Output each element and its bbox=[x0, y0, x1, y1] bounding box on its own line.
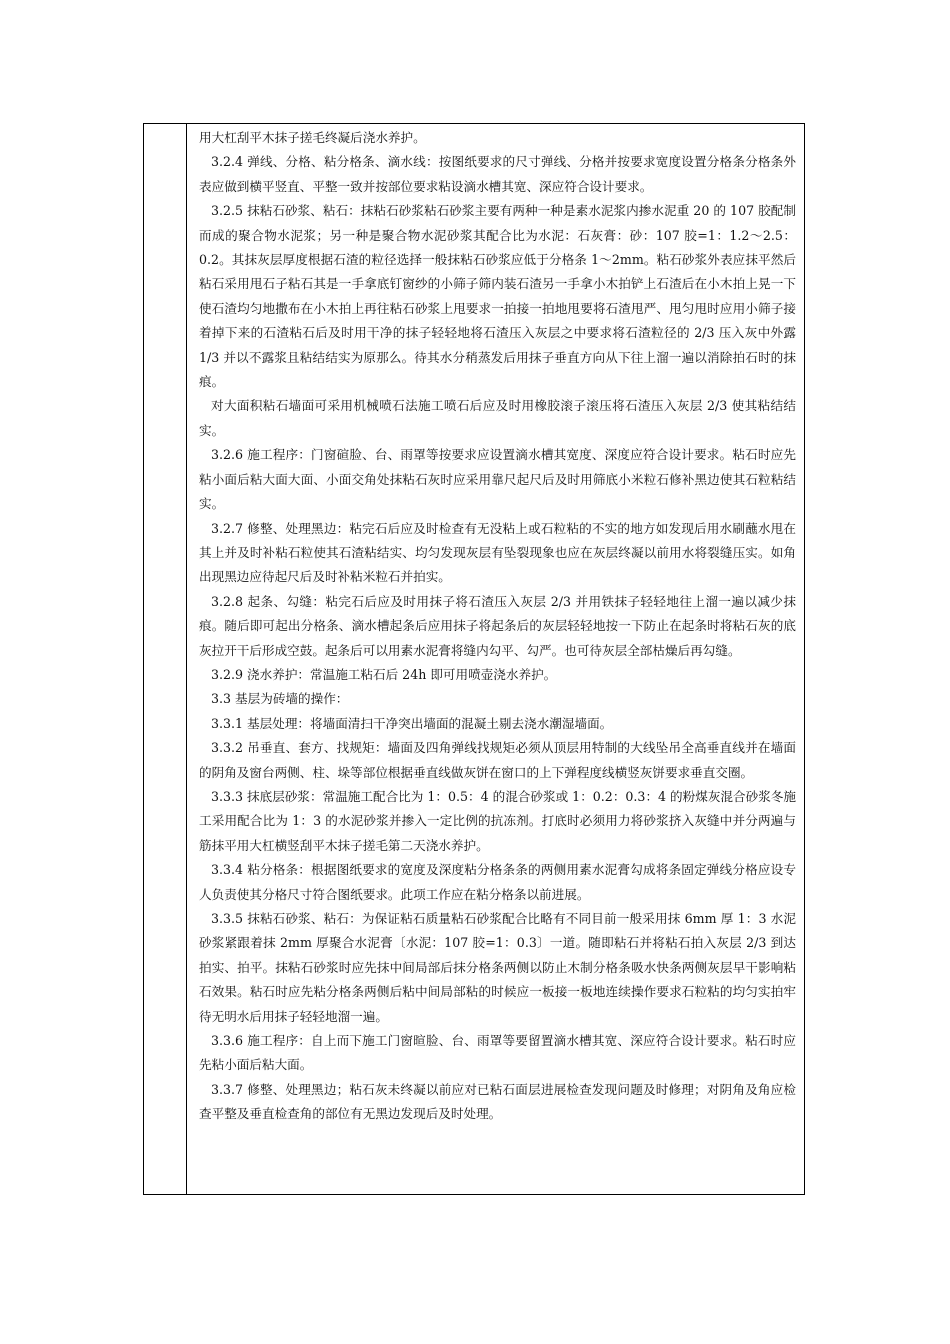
paragraph: 3.3.6 施工程序：自上而下施工门窗暄脸、台、雨罩等要留置滴水槽其宽、深应符合设计要求。粘石时应先粘小面后粘大面。 bbox=[199, 1033, 796, 1073]
paragraph: 3.3.2 吊垂直、套方、找规矩：墙面及四角弹线找规矩必须从顶层用特制的大线坠吊全高垂直线并在墙面的阴角及窗台两侧、柱、垛等部位根据垂直线做灰饼在窗口的上下弹程度线横竖灰饼要求垂直交圈。 bbox=[199, 740, 796, 780]
paragraph: 3.2.7 修整、处理黑边：粘完石后应及时检查有无没粘上或石粒粘的不实的地方如发现后用水刷蘸水甩在其上并及时补粘石粒使其石渣粘结实、均匀发现灰层有坠裂现象也应在灰层终凝以前用水将裂缝压实。如角出现黑边应待起尺后及时补粘米粒石并拍实。 bbox=[199, 520, 796, 585]
paragraph: 用大杠刮平木抹子搓毛终凝后浇水养护。 bbox=[199, 130, 426, 145]
paragraph: 3.2.8 起条、勾缝：粘完石后应及时用抹子将石渣压入灰层 2/3 并用铁抹子轻轻地往上溜一遍以减少抹痕。随后即可起出分格条、滴水槽起条后应用抹子将起条后的灰层轻轻地按一下防止在起条时将粘石灰的底灰拉开干后形成空鼓。起条后可以用素水泥膏将缝内勾平、勾严。也可待灰层全部枯燥后再勾缝。 bbox=[199, 593, 796, 658]
paragraph: 3.3.7 修整、处理黑边；粘石灰未终凝以前应对已粘石面层进展检查发现问题及时修理；对阴角及角应检查平整及垂直检查角的部位有无黑边发现后及时处理。 bbox=[199, 1081, 796, 1122]
paragraph: 3.3.5 抹粘石砂浆、粘石：为保证粘石质量粘石砂浆配合比略有不同目前一般采用抹 6mm 厚 1：3 水泥砂浆紧跟着抹 2mm 厚聚合水泥膏〔水泥：107 胶=1：0.3〕一道。随即粘石并将粘石拍入灰层 2/3 到达拍实、拍平。抹粘石砂浆时应先抹中间局部后抹分格条两侧以防止木制分格条吸水快条两侧灰层早干影响粘石效果。粘石时应先粘分格条两侧后粘中间局部粘的时候应一板接一板地连续操作要求石粒粘的均匀实拍牢待无明水后用抹子轻轻地溜一遍。 bbox=[199, 911, 796, 1024]
paragraph: 3.2.4 弹线、分格、粘分格条、滴水线：按图纸要求的尺寸弹线、分格并按要求宽度设置分格条分格条外表应做到横平竖直、平整一致并按部位要求粘设滴水槽其宽、深应符合设计要求。 bbox=[199, 154, 796, 194]
paragraph: 3.2.5 抹粘石砂浆、粘石：抹粘石砂浆粘石砂浆主要有两种一种是素水泥浆内掺水泥重 20 的 107 胶配制而成的聚合物水泥浆；另一种是聚合物水泥砂浆其配合比为水泥：石灰膏：砂：107 胶=1：1.2～2.5：0.2。其抹灰层厚度根据石渣的粒径选择一般抹粘石砂浆应低于分格条 1～2mm。粘石砂浆外表应抹平然后粘石采用甩石子粘石其是一手拿底钉窗纱的小筛子筛内装石渣另一手拿小木拍铲上石渣后在小木拍上晃一下使石渣均匀地撒布在小木拍上再往粘石砂浆上甩要求一拍接一拍地甩要将石渣甩严、甩匀甩时应用小筛子接着掉下来的石渣粘石后及时用干净的抹子轻轻地将石渣压入灰层之中要求将石渣粒径的 2/3 压入灰中外露 1/3 并以不露浆且粘结结实为原那么。待其水分稍蒸发后用抹子垂直方向从下往上溜一遍以消除拍石时的抹痕。 bbox=[199, 203, 796, 390]
table-left-column bbox=[144, 124, 187, 1194]
paragraph: 3.3.3 抹底层砂浆：常温施工配合比为 1：0.5：4 的混合砂浆或 1：0.2：0.3：4 的粉煤灰混合砂浆冬施工采用配合比为 1：3 的水泥砂浆并掺入一定比例的抗冻剂。打底时必须用力将砂浆挤入灰缝中并分两遍与筋抹平用大杠横竖刮平木抹子搓毛第二天浇水养护。 bbox=[199, 788, 796, 853]
table-content-cell bbox=[187, 124, 804, 1194]
document-table bbox=[143, 123, 805, 1195]
paragraph: 3.2.6 施工程序：门窗碹脸、台、雨罩等按要求应设置滴水槽其宽度、深度应符合设计要求。粘石时应先粘小面后粘大面大面、小面交角处抹粘石灰时应采用靠尺起尺后及时用筛底小米粒石修补黑边使其石粒粘结实。 bbox=[199, 447, 796, 512]
paragraph: 3.2.9 浇水养护：常温施工粘石后 24h 即可用喷壶浇水养护。 bbox=[211, 666, 557, 682]
paragraph: 3.3.4 粘分格条：根据图纸要求的宽度及深度粘分格条条的两侧用素水泥膏勾成将条固定弹线分格应设专人负责使其分格尺寸符合图纸要求。此项工作应在粘分格条以前进展。 bbox=[199, 862, 796, 902]
paragraph: 3.3 基层为砖墙的操作： bbox=[211, 691, 349, 707]
paragraph: 3.3.1 基层处理：将墙面清扫干净突出墙面的混凝土剔去浇水潮湿墙面。 bbox=[211, 715, 613, 731]
paragraph: 对大面积粘石墙面可采用机械喷石法施工喷石后应及时用橡胶滚子滚压将石渣压入灰层 2/3 使其粘结结实。 bbox=[199, 398, 796, 438]
